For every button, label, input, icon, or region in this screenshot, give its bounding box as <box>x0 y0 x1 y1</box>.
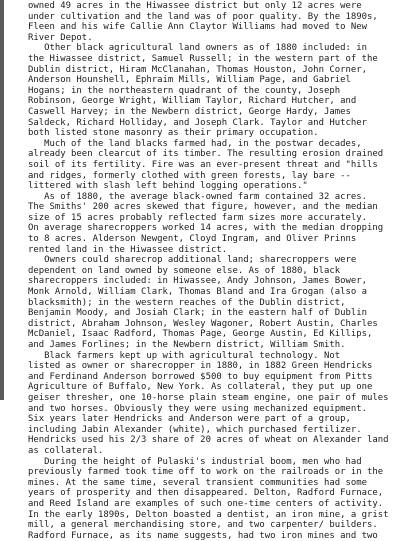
text-line: During the height of Pulaski's industrial boom, men who had <box>28 456 362 467</box>
text-line: Much of the land blacks farmed had, in the postwar decades, <box>28 138 362 149</box>
text-line: and Ferdinand Anderson borrowed $500 to buy equipment from Pitts <box>28 371 373 382</box>
text-line: Fleen and his wife Callie Ann Claytor Williams had moved to New <box>28 22 367 33</box>
text-line: Saldeck, Richard Holliday, and Joseph Clark. Taylor and Hutcher <box>28 117 367 128</box>
text-line: Radford Furnace, as its name suggests, had two iron mines and two <box>28 530 378 541</box>
text-line: blacksmith); in the western reaches of the Dublin district, <box>28 297 346 308</box>
text-line: Benjamin Moody, and Josiah Clark; in the eastern half of Dublin <box>28 308 367 319</box>
text-line: Six years later Hendricks and Anderson were part of a group, <box>28 414 351 425</box>
text-line: and James Forlines; in the Newbern district, William Smith. <box>28 340 346 350</box>
text-line: Anderson Hounshell, Ephraim Mills, William Page, and Gabriel <box>28 75 351 86</box>
document-text-body <box>28 1 394 541</box>
text-line: to 8 acres. Alderson Newgent, Cloyd Ingram, and Oliver Prinns <box>28 234 357 245</box>
text-line: owned 49 acres in the Hiwassee district but only 12 acres were <box>28 1 362 11</box>
text-line: soil of its fertility. Fire was an ever-present threat and "hills <box>28 159 378 170</box>
text-line: littered with slash left behind logging operations." <box>28 181 308 192</box>
text-line: and ridges, formerly clothed with green forests, lay bare -- <box>28 170 351 181</box>
text-line: Black farmers kept up with agricultural technology. Not <box>28 350 341 361</box>
text-line: In the early 1890s, Delton boasted a dentist, an iron mine, a grist <box>28 509 389 520</box>
text-line: As of 1880, the average black-owned farm contained 32 acres. <box>28 191 367 202</box>
text-line: the Hiwassee district, Samuel Russell; in the western part of the <box>28 53 378 64</box>
text-line: Other black agricultural land owners as of 1880 included: in <box>28 43 367 54</box>
text-line: under cultivation and the land was of poor quality. By the 1890s, <box>28 11 378 22</box>
text-line: rented land in the Hiwassee district. <box>28 244 228 255</box>
text-line: as collateral. <box>28 445 104 456</box>
text-line: listed as owner or sharecropper in 1880, in 1882 Green Hendricks <box>28 361 373 372</box>
page-border-line <box>0 0 24 400</box>
text-line: years of prosperity and then disappeared. Delton, Radford Furnace, <box>28 488 384 499</box>
text-line: geiser thresher, one 10-horse plain steam engine, one pair of mules <box>28 392 389 403</box>
text-line: Hogans; in the northeastern quadrant of the county, Joseph <box>28 85 341 96</box>
text-line: Agriculture of Buffalo, New York. As collateral, they put up one <box>28 382 373 393</box>
text-line: Owners could sharecrop additional land; sharecroppers were <box>28 255 357 266</box>
text-line: Caswell Harvey; in the Newbern district, George Hardy, James <box>28 106 351 117</box>
text-line: Monk Arnold, William Clark, Thomas Bland and Ira Grogan (also a <box>28 287 367 298</box>
text-line: On average sharecroppers worked 14 acres, with the median dropping <box>28 223 384 234</box>
text-line: River Depot. <box>28 32 93 43</box>
text-line: already been clearcut of its timber. The resulting erosion drained <box>28 149 384 160</box>
text-line: mines. At the same time, several transient communities had some <box>28 477 367 488</box>
text-line: Hendricks used his 2/3 share of 20 acres of wheat on Alexander land <box>28 435 389 446</box>
text-line: both listed stone masonry as their primary occupation. <box>28 128 319 139</box>
text-line: McDaniel, Isaac Radford, Thomas Page, George Austin, Ed Killips, <box>28 329 373 340</box>
text-line: The Smiths' 200 acres skewed that figure, however, and the median <box>28 202 378 213</box>
text-line: dependent on land owned by someone else. As of 1880, black <box>28 265 341 276</box>
text-line: mill, a general merchandising store, and two carpenter/ builders. <box>28 520 378 531</box>
text-line: district, Abraham Johnson, Wesley Wagoner, Robert Austin, Charles <box>28 318 378 329</box>
text-line: previously farmed took time off to work on the railroads or in the <box>28 467 384 478</box>
text-line: and two horses. Obviously they were using mechanized equipment. <box>28 403 367 414</box>
text-line: size of 15 acres probably reflected farm sizes more accurately. <box>28 212 367 223</box>
text-line: Robinson, George Wright, William Taylor, Richard Hutcher, and <box>28 96 357 107</box>
text-line: sharecroppers included: in Hiwassee, Andy Johnson, James Bower, <box>28 276 367 287</box>
text-line: including Jabin Alexander (white), which purchased fertilizer. <box>28 424 362 435</box>
text-line: and Reed Island are examples of such one-time centers of activity. <box>28 498 384 509</box>
text-line: Dublin district, Hiram McClanahan, Thomas Houston, John Corner, <box>28 64 367 75</box>
